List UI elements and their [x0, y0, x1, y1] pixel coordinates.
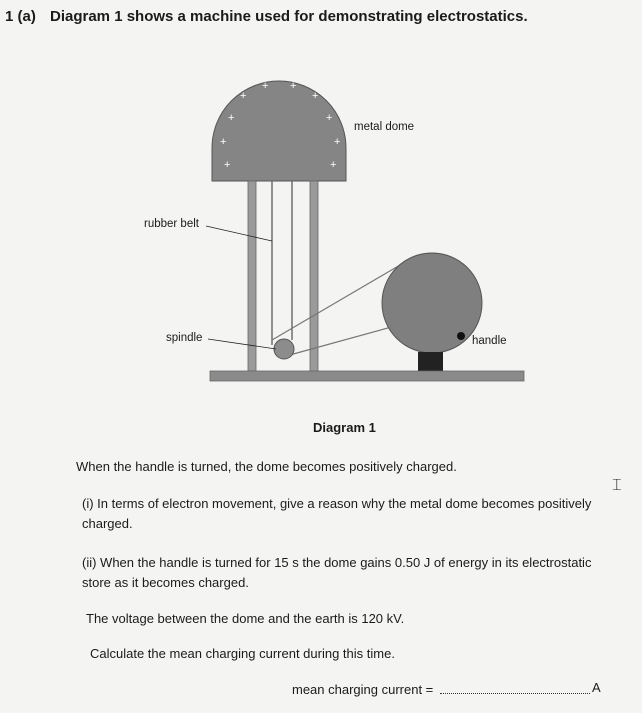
handle-block: [418, 352, 443, 371]
answer-label: mean charging current =: [292, 682, 434, 697]
spindle-leader: [208, 339, 276, 349]
question-number: 1 (a): [5, 8, 36, 25]
charge-sign: +: [290, 80, 297, 92]
diagram-caption: Diagram 1: [313, 420, 376, 435]
spindle-label: spindle: [166, 332, 203, 344]
answer-unit: A: [592, 680, 601, 695]
charge-sign: +: [228, 112, 235, 124]
metal-dome-label: metal dome: [354, 121, 415, 133]
charge-sign: +: [334, 136, 341, 148]
charge-sign: +: [330, 159, 337, 171]
right-column: [310, 181, 318, 371]
charge-sign: +: [326, 112, 333, 124]
charge-sign: +: [220, 136, 227, 148]
drive-belt-lower: [286, 326, 395, 356]
rubber-belt-label: rubber belt: [144, 218, 199, 230]
drive-wheel: [382, 253, 482, 353]
question-heading: Diagram 1 shows a machine used for demonstrating electrostatics.: [50, 8, 528, 25]
charge-sign: +: [240, 90, 247, 102]
metal-dome: [212, 81, 346, 181]
handle-label: handle: [472, 335, 507, 347]
part-i-text: (i) In terms of electron movement, give a reason why the metal dome becomes positively charged.: [82, 496, 592, 531]
rubber-belt-leader: [206, 226, 272, 241]
base-plate: [210, 371, 524, 381]
text-cursor-icon: ⌶: [612, 477, 622, 494]
intro-text: When the handle is turned, the dome becomes positively charged.: [76, 459, 457, 474]
charge-sign: +: [262, 80, 269, 92]
handle-knob: [457, 332, 465, 340]
voltage-text: The voltage between the dome and the earth is 120 kV.: [86, 611, 405, 626]
left-column: [248, 181, 256, 371]
part-ii-text: (ii) When the handle is turned for 15 s the dome gains 0.50 J of energy in its electrostatic store as it becomes charged.: [82, 555, 592, 590]
answer-field[interactable]: [440, 693, 590, 694]
spindle-wheel: [274, 339, 294, 359]
charge-sign: +: [312, 90, 319, 102]
calculate-text: Calculate the mean charging current during this time.: [90, 646, 395, 661]
charge-sign: +: [224, 159, 231, 171]
